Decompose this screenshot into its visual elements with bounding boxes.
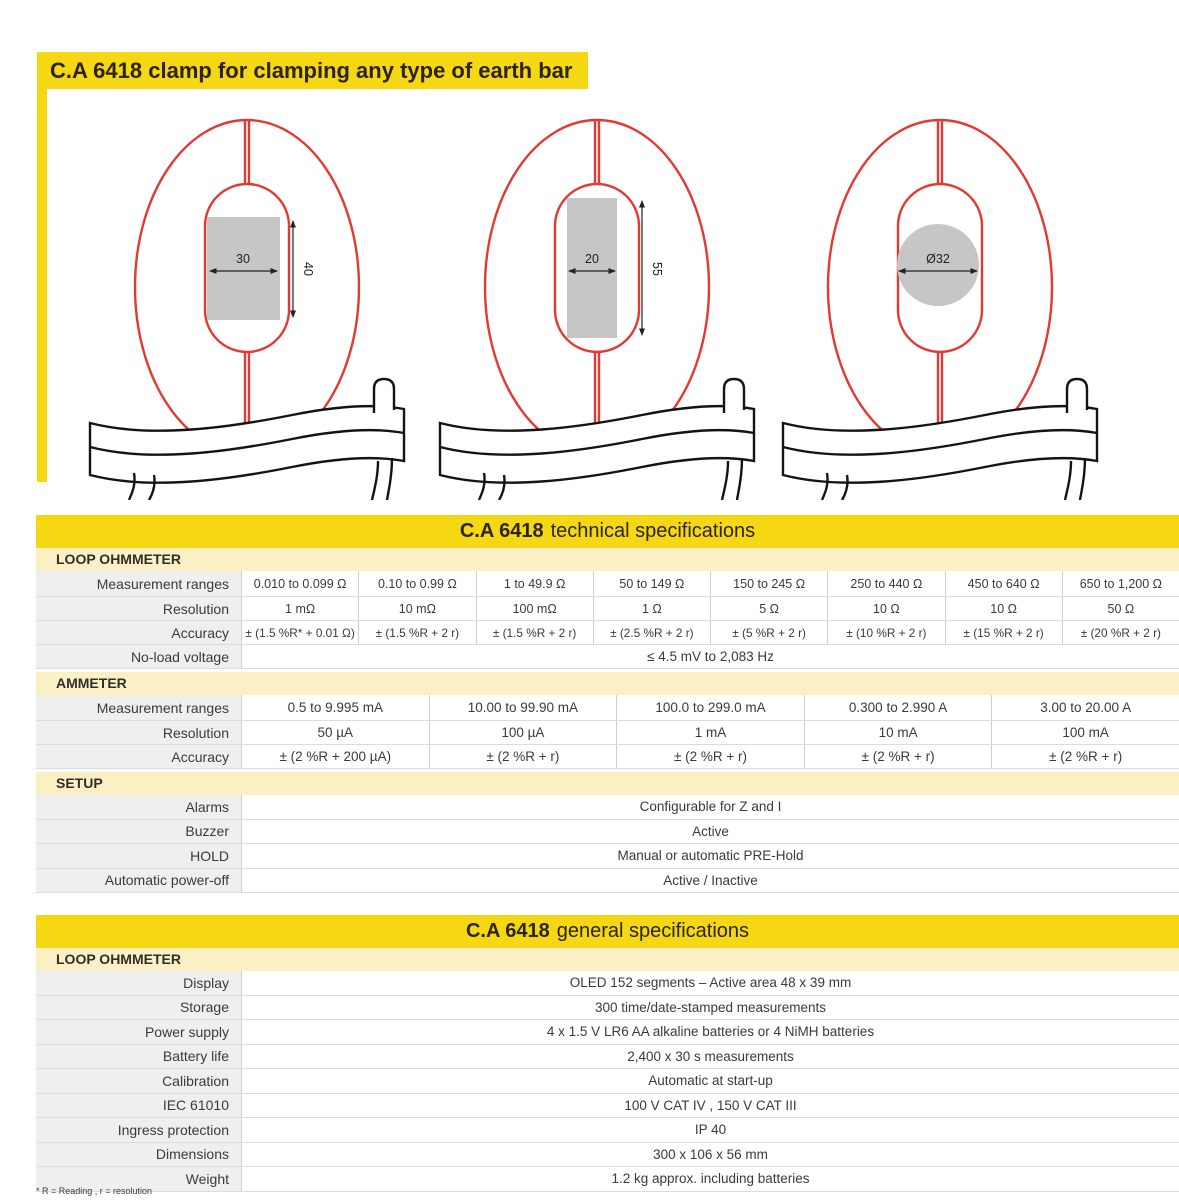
spec-cell: ± (2 %R + 200 µA)	[241, 745, 429, 768]
spec-cell: 10 mA	[804, 721, 992, 744]
spec-cell: Configurable for Z and I	[241, 795, 1179, 819]
spec-cell: 650 to 1,200 Ω	[1062, 571, 1179, 596]
spec-cell: ± (10 %R + 2 r)	[827, 621, 944, 644]
row-label: Calibration	[36, 1069, 241, 1093]
spec-cell: 100 mA	[991, 721, 1179, 744]
spec-cell: 50 µA	[241, 721, 429, 744]
product-name: C.A 6418	[465, 920, 550, 942]
row-label: Accuracy	[36, 621, 241, 644]
spec-cell: Active / Inactive	[241, 869, 1179, 893]
row-label: Automatic power-off	[36, 869, 241, 893]
row-power-supply	[36, 1020, 1179, 1045]
spec-cell: ± (1.5 %R + 2 r)	[358, 621, 475, 644]
row-buzzer	[36, 820, 1179, 845]
row-label: Battery life	[36, 1045, 241, 1069]
row-loop-resolution	[36, 597, 1179, 621]
spec-cell: 10 mΩ	[358, 597, 475, 620]
spec-cell: 0.010 to 0.099 Ω	[241, 571, 358, 596]
row-iec-61010	[36, 1094, 1179, 1119]
row-dimensions	[36, 1143, 1179, 1168]
row-label: Ingress protection	[36, 1118, 241, 1142]
general-table-title	[36, 915, 1179, 948]
row-label: HOLD	[36, 844, 241, 868]
spec-cell: 10.00 to 99.90 mA	[429, 695, 617, 720]
row-alarms	[36, 795, 1179, 820]
spec-cell: ± (2 %R + r)	[991, 745, 1179, 768]
dim-label-height: 40	[301, 262, 315, 276]
spec-cell: Manual or automatic PRE-Hold	[241, 844, 1179, 868]
spec-cell: 50 to 149 Ω	[593, 571, 710, 596]
spec-cell: 1.2 kg approx. including batteries	[241, 1167, 1179, 1191]
row-label: Alarms	[36, 795, 241, 819]
row-label: Resolution	[36, 721, 241, 744]
section-ammeter: AMMETER	[36, 672, 1179, 695]
spec-cell: 100 mΩ	[476, 597, 593, 620]
dim-label-width: 20	[585, 252, 599, 266]
dim-label-diameter: Ø32	[926, 252, 950, 266]
clamp-figure-round-32	[775, 105, 1105, 500]
spec-cell: 250 to 440 Ω	[827, 571, 944, 596]
section-loop-ohmmeter: LOOP OHMMETER	[36, 548, 1179, 571]
row-label: Display	[36, 971, 241, 995]
row-loop-measurement-ranges	[36, 571, 1179, 597]
spec-cell: ± (5 %R + 2 r)	[710, 621, 827, 644]
row-label: Power supply	[36, 1020, 241, 1044]
spec-cell: ± (1.5 %R + 2 r)	[476, 621, 593, 644]
spec-cell: ± (20 %R + 2 r)	[1062, 621, 1179, 644]
dim-label-width: 30	[236, 252, 250, 266]
spec-cell: 1 to 49.9 Ω	[476, 571, 593, 596]
spec-cell: ± (2.5 %R + 2 r)	[593, 621, 710, 644]
row-ammeter-resolution	[36, 721, 1179, 745]
spec-cell: 3.00 to 20.00 A	[991, 695, 1179, 720]
spec-cell: 1 Ω	[593, 597, 710, 620]
earth-bar-sketch	[440, 379, 754, 500]
spec-cell: 0.300 to 2.990 A	[804, 695, 992, 720]
spec-cell: Automatic at start-up	[241, 1069, 1179, 1093]
spec-cell: 150 to 245 Ω	[710, 571, 827, 596]
spec-cell: Active	[241, 820, 1179, 844]
spec-cell: 450 to 640 Ω	[945, 571, 1062, 596]
spec-cell: ≤ 4.5 mV to 2,083 Hz	[241, 645, 1179, 668]
row-label: No-load voltage	[36, 645, 241, 668]
page-title: C.A 6418 clamp for clamping any type of earth bar	[50, 57, 573, 83]
tech-table-title	[36, 515, 1179, 548]
spec-cell: ± (15 %R + 2 r)	[945, 621, 1062, 644]
spec-cell: ± (1.5 %R* + 0.01 Ω)	[241, 621, 358, 644]
row-label: Measurement ranges	[36, 571, 241, 596]
row-label: Weight	[36, 1167, 241, 1191]
spec-cell: 1 mΩ	[241, 597, 358, 620]
section-setup: SETUP	[36, 772, 1179, 795]
row-label: Buzzer	[36, 820, 241, 844]
spec-cell: IP 40	[241, 1118, 1179, 1142]
clamp-figure-rect-20x55	[432, 105, 762, 500]
page-title-banner	[37, 52, 588, 89]
title-text: general specifications	[556, 920, 750, 942]
row-ammeter-measurement-ranges	[36, 695, 1179, 721]
row-label: Accuracy	[36, 745, 241, 768]
bar-cross-section	[567, 198, 617, 338]
technical-specifications-table	[36, 515, 1179, 893]
row-storage	[36, 996, 1179, 1021]
spec-cell: 300 x 106 x 56 mm	[241, 1143, 1179, 1167]
spec-cell: 50 Ω	[1062, 597, 1179, 620]
dim-label-height: 55	[650, 262, 664, 276]
footnote: * R = Reading , r = resolution	[36, 1186, 153, 1196]
bar-cross-section	[207, 217, 280, 320]
row-battery-life	[36, 1045, 1179, 1070]
spec-cell: 100 µA	[429, 721, 617, 744]
spec-cell: 2,400 x 30 s measurements	[241, 1045, 1179, 1069]
row-no-load-voltage	[36, 645, 1179, 669]
row-label: Storage	[36, 996, 241, 1020]
row-automatic-power-off	[36, 869, 1179, 894]
row-label: Measurement ranges	[36, 695, 241, 720]
clamp-figure-rect-30x40	[82, 105, 412, 500]
general-specifications-table	[36, 915, 1179, 1192]
spec-cell: 4 x 1.5 V LR6 AA alkaline batteries or 4 NiMH batteries	[241, 1020, 1179, 1044]
spec-cell: 0.10 to 0.99 Ω	[358, 571, 475, 596]
spec-cell: 10 Ω	[945, 597, 1062, 620]
spec-cell: ± (2 %R + r)	[429, 745, 617, 768]
earth-bar-sketch	[783, 379, 1097, 500]
row-ammeter-accuracy	[36, 745, 1179, 769]
row-label: Resolution	[36, 597, 241, 620]
row-display	[36, 971, 1179, 996]
row-label: IEC 61010	[36, 1094, 241, 1118]
row-weight	[36, 1167, 1179, 1192]
spec-cell: 0.5 to 9.995 mA	[241, 695, 429, 720]
title-text: technical specifications	[550, 520, 756, 542]
spec-cell: ± (2 %R + r)	[804, 745, 992, 768]
row-hold	[36, 844, 1179, 869]
row-label: Dimensions	[36, 1143, 241, 1167]
row-ingress-protection	[36, 1118, 1179, 1143]
row-loop-accuracy	[36, 621, 1179, 645]
spec-cell: 10 Ω	[827, 597, 944, 620]
spec-cell: 100.0 to 299.0 mA	[616, 695, 804, 720]
row-calibration	[36, 1069, 1179, 1094]
spec-cell: OLED 152 segments – Active area 48 x 39 mm	[241, 971, 1179, 995]
spec-cell: 300 time/date-stamped measurements	[241, 996, 1179, 1020]
product-name: C.A 6418	[459, 520, 544, 542]
section-loop-ohmmeter: LOOP OHMMETER	[36, 948, 1179, 971]
spec-cell: 5 Ω	[710, 597, 827, 620]
spec-cell: ± (2 %R + r)	[616, 745, 804, 768]
earth-bar-sketch	[90, 379, 404, 500]
spec-cell: 100 V CAT IV , 150 V CAT III	[241, 1094, 1179, 1118]
yellow-accent-bar	[37, 52, 47, 482]
spec-cell: 1 mA	[616, 721, 804, 744]
